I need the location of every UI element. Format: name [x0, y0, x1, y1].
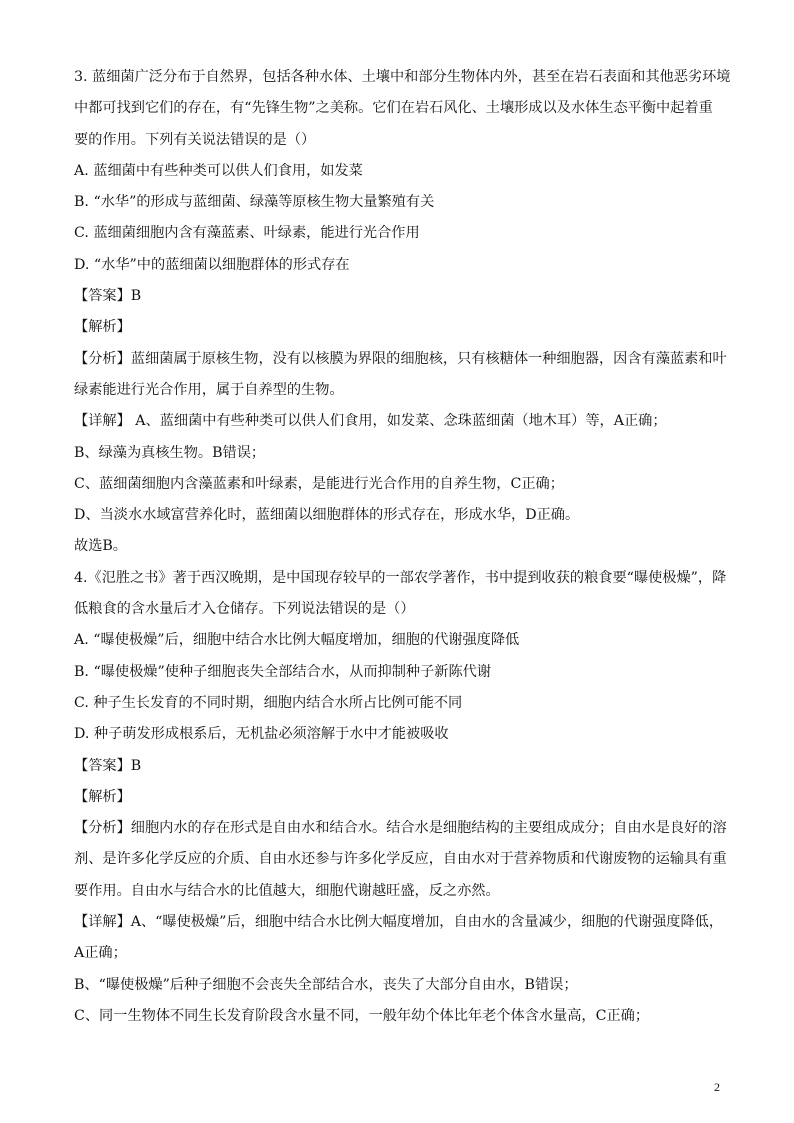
- question-4-answer: 【答案】B: [74, 757, 142, 774]
- question-4-xiangjie-line-4: C、同一生物体不同生长发育阶段含水量不同，一般年幼个体比年老个体含水量高，C正确；: [74, 1007, 650, 1024]
- question-4: [74, 563, 727, 1032]
- question-4-fenxi-line-1: 【分析】细胞内水的存在形式是自由水和结合水。结合水是细胞结构的主要组成成分；自由水是良好的溶: [74, 820, 727, 837]
- question-3-option-a: A. 蓝细菌中有些种类可以供人们食用，如发菜: [74, 162, 363, 179]
- question-4-option-d: D. 种子萌发形成根系后，无机盐必须溶解于水中才能被吸收: [74, 726, 449, 743]
- question-3-xiangjie-line-4: D、当淡水水域富营养化时，蓝细菌以细胞群体的形式存在，形成水华，D正确。: [74, 507, 580, 524]
- page-number: 2: [714, 1080, 720, 1094]
- document-content: [74, 62, 731, 1032]
- question-3-option-c: C. 蓝细菌细胞内含有藻蓝素、叶绿素，能进行光合作用: [74, 225, 420, 242]
- question-3-fenxi-line-1: 【分析】蓝细菌属于原核生物，没有以核膜为界限的细胞核，只有核糖体一种细胞器，因含有藻蓝素和叶: [74, 350, 727, 367]
- question-3: [74, 62, 731, 563]
- question-3-answer: 【答案】B: [74, 288, 142, 305]
- question-3-stem-line-3: 要的作用。下列有关说法错误的是（）: [74, 131, 316, 148]
- question-4-fenxi-line-3: 要作用。自由水与结合水的比值越大，细胞代谢越旺盛，反之亦然。: [74, 882, 500, 899]
- question-3-stem-line-2: 中都可找到它们的存在，有“先锋生物”之美称。它们在岩石风化、土壤形成以及水体生态平衡中起着重: [74, 100, 713, 117]
- question-3-option-d: D. “水华”中的蓝细菌以细胞群体的形式存在: [74, 256, 350, 273]
- question-4-option-a: A. “曝使极燥”后，细胞中结合水比例大幅度增加，细胞的代谢强度降低: [74, 632, 520, 649]
- question-3-xiangjie-line-1: 【详解】 A、蓝细菌中有些种类可以供人们食用，如发菜、念珠蓝细菌（地木耳）等，A正确；: [74, 413, 667, 430]
- question-4-option-b: B. “曝使极燥”使种子细胞丧失全部结合水，从而抑制种子新陈代谢: [74, 663, 492, 680]
- question-4-stem-line-2: 低粮食的含水量后才入仓储存。下列说法错误的是（）: [74, 601, 415, 618]
- question-3-stem-line-1: 3. 蓝细菌广泛分布于自然界，包括各种水体、土壤中和部分生物体内外，甚至在岩石表面和其他恶劣环境: [74, 69, 731, 85]
- question-3-xiangjie-line-2: B、绿藻为真核生物。B错误；: [74, 444, 266, 461]
- question-3-xiangjie-line-3: C、蓝细菌细胞内含藻蓝素和叶绿素，是能进行光合作用的自养生物，C正确；: [74, 475, 564, 492]
- question-3-fenxi-line-2: 绿素能进行光合作用，属于自养型的生物。: [74, 381, 344, 398]
- question-4-option-c: C. 种子生长发育的不同时期，细胞内结合水所占比例可能不同: [74, 694, 463, 711]
- question-4-xiangjie-line-3: B、“曝使极燥”后种子细胞不会丧失全部结合水，丧失了大部分自由水，B错误；: [74, 976, 578, 993]
- question-3-option-b: B. “水华”的形成与蓝细菌、绿藻等原核生物大量繁殖有关: [74, 194, 435, 211]
- question-4-xiangjie-line-1: 【详解】A、“曝使极燥”后，细胞中结合水比例大幅度增加，自由水的含量减少，细胞的代谢强度降低，: [74, 914, 724, 931]
- question-4-stem-line-1: 4.《氾胜之书》著于西汉晚期，是中国现存较早的一部农学著作，书中提到收获的粮食要“曝使极燥”，降: [74, 569, 727, 586]
- question-3-analysis-label: 【解析】: [74, 319, 131, 336]
- question-3-conclusion: 故选B。: [74, 538, 127, 555]
- question-4-xiangjie-line-2: A正确；: [74, 945, 127, 962]
- question-4-analysis-label: 【解析】: [74, 788, 131, 805]
- question-4-fenxi-line-2: 剂、是许多化学反应的介质、自由水还参与许多化学反应，自由水对于营养物质和代谢废物的运输具有重: [74, 851, 727, 868]
